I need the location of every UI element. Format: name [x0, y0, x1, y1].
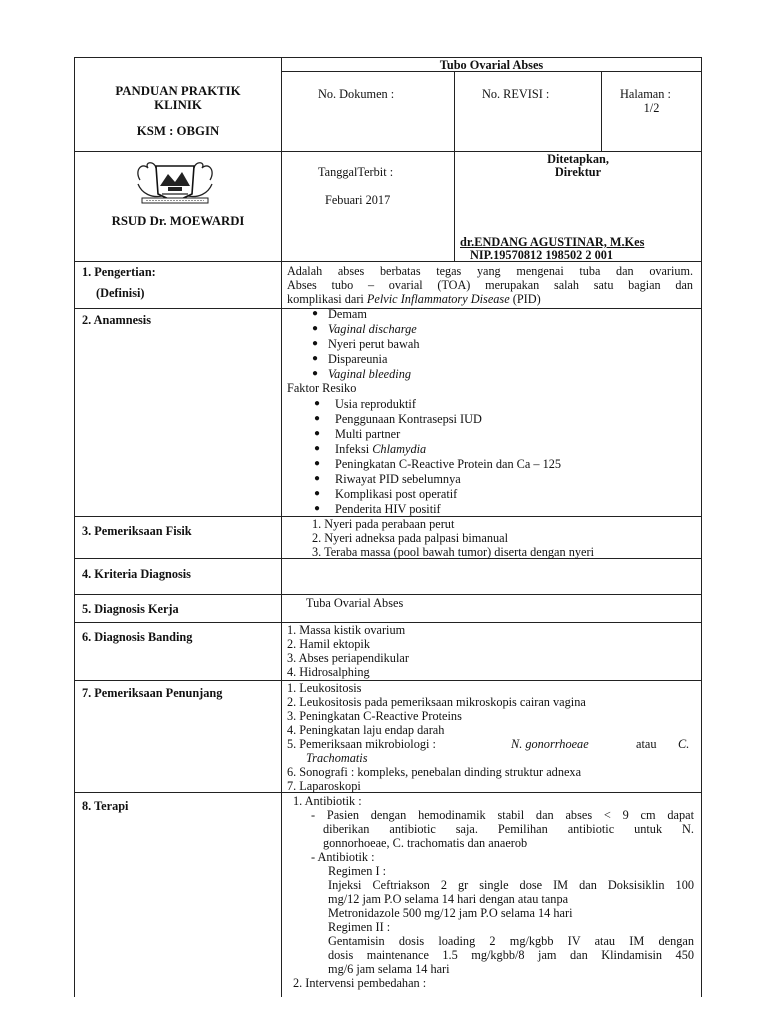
risk-factor-item: Infeksi Chlamydia	[335, 442, 427, 456]
signer-nip: NIP.19570812 198502 2 001	[470, 248, 614, 262]
supporting-exam-item-5b: N. gonorrhoeae	[511, 737, 589, 751]
therapy-line: gonnorhoeae, C. trachomatis dan anaerob	[323, 836, 528, 850]
differential-item: 3. Abses periapendikular	[287, 651, 409, 665]
no-revisi-label: No. REVISI :	[482, 87, 550, 101]
halaman-value: 1/2	[643, 101, 660, 115]
therapy-line: Regimen I :	[328, 864, 387, 878]
bullet-icon: ●	[314, 473, 321, 484]
section-5-label: 5. Diagnosis Kerja	[82, 602, 179, 616]
diagnosis-kerja-text: Tuba Ovarial Abses	[306, 596, 404, 610]
bullet-icon: ●	[314, 503, 321, 514]
supporting-exam-item-5d: C.	[678, 737, 690, 751]
risk-factor-item: Usia reproduktif	[335, 397, 416, 411]
definition-line-2: Abses tubo – ovarial (TOA) merupakan salah satu bagian dan	[287, 278, 693, 292]
supporting-exam-item: 6. Sonografi : kompleks, penebalan dinding struktur adnexa	[287, 765, 582, 779]
tanggal-terbit-value: Febuari 2017	[325, 193, 391, 207]
org-line-2: KLINIK	[154, 98, 202, 112]
risk-factor-item: Riwayat PID sebelumnya	[335, 472, 461, 486]
no-dokumen-label: No. Dokumen :	[318, 87, 395, 101]
risk-factor-item: Penggunaan Kontrasepsi IUD	[335, 412, 482, 426]
halaman-label: Halaman :	[620, 87, 671, 101]
supporting-exam-item: 4. Peningkatan laju endap darah	[287, 723, 445, 737]
section-6-label: 6. Diagnosis Banding	[82, 630, 193, 644]
therapy-line: mg/6 jam selama 14 hari	[328, 962, 450, 976]
bullet-icon: ●	[314, 398, 321, 409]
signer-name: dr.ENDANG AGUSTINAR, M.Kes	[460, 235, 645, 249]
tanggal-terbit-label: TanggalTerbit :	[318, 165, 394, 179]
therapy-line: Gentamisin dosis loading 2 mg/kgbb IV atau IM dengan	[328, 934, 694, 948]
section-7-label: 7. Pemeriksaan Penunjang	[82, 686, 223, 700]
section-2-label: 2. Anamnesis	[82, 313, 152, 327]
therapy-line: 2. Intervensi pembedahan :	[293, 976, 427, 990]
bullet-icon: ●	[312, 368, 319, 379]
section-4-label: 4. Kriteria Diagnosis	[82, 567, 191, 581]
direktur-label: Direktur	[554, 165, 602, 179]
physical-exam-item: 1. Nyeri pada perabaan perut	[312, 517, 455, 531]
therapy-line: - Antibiotik :	[311, 850, 375, 864]
bullet-icon: ●	[312, 353, 319, 364]
risk-factor-item: Komplikasi post operatif	[335, 487, 458, 501]
ditetapkan-label: Ditetapkan,	[547, 152, 609, 166]
therapy-line: diberikan antibiotic saja. Pemilihan antibiotic untuk N.	[323, 822, 694, 836]
hospital-crest-icon	[132, 158, 218, 204]
therapy-line: 1. Antibiotik :	[293, 794, 362, 808]
supporting-exam-item-5a: 5. Pemeriksaan mikrobiologi :	[287, 737, 436, 751]
bullet-icon: ●	[312, 323, 319, 334]
bullet-icon: ●	[312, 308, 319, 319]
supporting-exam-item: 2. Leukositosis pada pemeriksaan mikroskopis cairan vagina	[287, 695, 586, 709]
definition-line-3: komplikasi dari Pelvic Inflammatory Disease (PID)	[287, 292, 541, 306]
symptom-item: Dispareunia	[328, 352, 388, 366]
differential-item: 2. Hamil ektopik	[287, 637, 370, 651]
physical-exam-item: 2. Nyeri adneksa pada palpasi bimanual	[312, 531, 508, 545]
faktor-resiko-label: Faktor Resiko	[287, 381, 357, 395]
supporting-exam-item-5c: atau	[636, 737, 657, 751]
therapy-line: - Pasien dengan hemodinamik stabil dan abses < 9 cm dapat	[311, 808, 694, 822]
document-title: Tubo Ovarial Abses	[439, 58, 544, 72]
therapy-line: dosis maintenance 1.5 mg/kgbb/8 jam dan Klindamisin 450	[328, 948, 694, 962]
therapy-line: mg/12 jam P.O selama 14 hari dengan atau tanpa	[328, 892, 569, 906]
bullet-icon: ●	[312, 338, 319, 349]
supporting-exam-item: 3. Peningkatan C-Reactive Proteins	[287, 709, 462, 723]
supporting-exam-item: 7. Laparoskopi	[287, 779, 361, 793]
physical-exam-item: 3. Teraba massa (pool bawah tumor) diserta dengan nyeri	[312, 545, 594, 559]
section-8-label: 8. Terapi	[82, 799, 129, 813]
bullet-icon: ●	[314, 413, 321, 424]
supporting-exam-item-5e: Trachomatis	[306, 751, 368, 765]
section-1-label: 1. Pengertian:	[82, 265, 156, 279]
bullet-icon: ●	[314, 488, 321, 499]
therapy-line: Injeksi Ceftriakson 2 gr single dose IM dan Doksisiklin 100	[328, 878, 694, 892]
section-3-label: 3. Pemeriksaan Fisik	[82, 524, 192, 538]
definition-line-1: Adalah abses berbatas tegas yang mengenai tuba dan ovarium.	[287, 264, 693, 278]
therapy-line: Metronidazole 500 mg/12 jam P.O selama 14 hari	[328, 906, 573, 920]
therapy-line: Regimen II :	[328, 920, 391, 934]
symptom-item: Vaginal bleeding	[328, 367, 411, 381]
symptom-item: Vaginal discharge	[328, 322, 417, 336]
hospital-name: RSUD Dr. MOEWARDI	[111, 214, 245, 228]
risk-factor-item: Penderita HIV positif	[335, 502, 441, 516]
differential-item: 1. Massa kistik ovarium	[287, 623, 406, 637]
bullet-icon: ●	[314, 458, 321, 469]
bullet-icon: ●	[314, 428, 321, 439]
supporting-exam-item: 1. Leukositosis	[287, 681, 362, 695]
risk-factor-item: Multi partner	[335, 427, 401, 441]
risk-factor-item: Peningkatan C-Reactive Protein dan Ca – 125	[335, 457, 562, 471]
ksm-label: KSM : OBGIN	[136, 124, 220, 138]
symptom-item: Demam	[328, 307, 367, 321]
section-1-sublabel: (Definisi)	[96, 286, 145, 300]
differential-item: 4. Hidrosalphing	[287, 665, 370, 679]
symptom-item: Nyeri perut bawah	[328, 337, 420, 351]
bullet-icon: ●	[314, 443, 321, 454]
org-line-1: PANDUAN PRAKTIK	[115, 84, 241, 98]
